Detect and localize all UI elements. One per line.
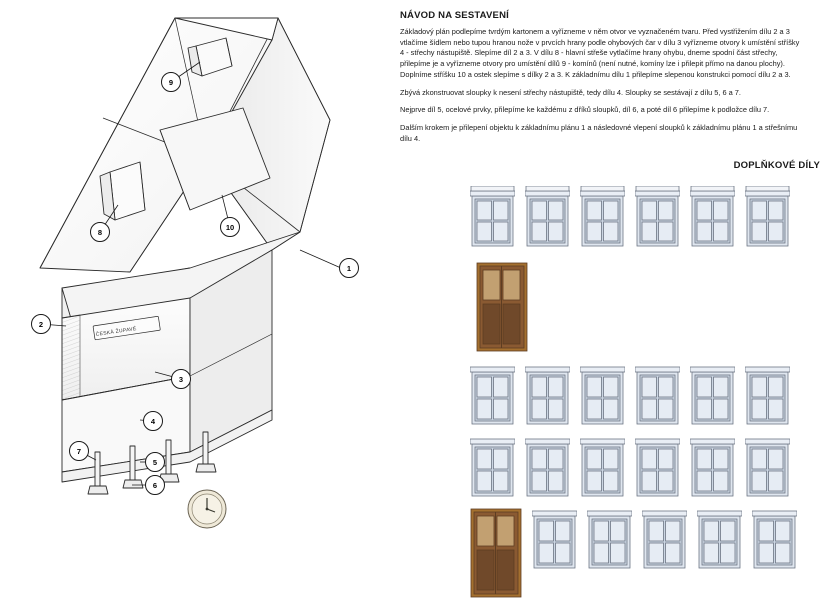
callout-3	[172, 370, 191, 389]
window-part	[745, 364, 790, 426]
svg-text:9: 9	[168, 78, 174, 87]
window-part	[635, 186, 680, 248]
window-part	[745, 436, 790, 498]
window-part	[635, 436, 680, 498]
parts-sheet	[470, 186, 820, 608]
window-part	[642, 508, 687, 570]
window-part	[470, 186, 515, 248]
window-part	[470, 436, 515, 498]
instruction-paragraph-1: Základový plán podlepíme tvrdým kartonem a vyřízneme v něm otvor ve vyznačeném tvaru. Před vystřižením dílu 2 a 3 vtlačíme šídlem nebo tupou hranou nože v prvcích hrany podle ohybových čar v dílu 3 vyřízneme otvory k umístění stříšky 4 - střechy nástupiště. Slepíme díl 2 a 3. V dílu 8 - hlavní střeše vytlačíme hrany ohybu, dneme spodní část střechy, přilepíme je a vyřízneme otvory pro umístění dílů 9 - komínů (není nutné, komíny lze i přilepit přímo na danou plochy). Doplníme stříšku 10 a ostek slepíme s dílky 2 a 3. K základnímu dílu 1 přilepíme slepenou konstrukci pomocí dílu 2 a 3.	[400, 27, 800, 79]
parts-row-3	[470, 364, 820, 426]
window-part	[525, 364, 570, 426]
clock-face-part	[186, 488, 228, 530]
window-part	[525, 186, 570, 248]
window-part	[580, 364, 625, 426]
instruction-paragraph-3: Nejprve díl 5, ocelové prvky, přilepíme ke každému z dříků sloupků, díl 6, a poté díl 6 přilepíme k podložce dílu 7.	[400, 105, 770, 115]
window-part	[470, 364, 515, 426]
parts-row-1	[470, 186, 820, 248]
svg-text:1: 1	[346, 264, 352, 273]
svg-text:5: 5	[152, 458, 158, 467]
callout-9	[162, 73, 181, 92]
callout-10	[221, 218, 240, 237]
window-part	[580, 186, 625, 248]
callout-1	[340, 259, 359, 278]
window-part	[752, 508, 797, 570]
callout-6	[146, 476, 165, 495]
instructions-panel	[400, 10, 816, 152]
window-part	[587, 508, 632, 570]
window-part	[745, 186, 790, 248]
svg-text:8: 8	[97, 228, 103, 237]
callout-2	[32, 315, 51, 334]
door-part	[476, 262, 528, 352]
model-diagram	[0, 0, 400, 568]
svg-text:10: 10	[225, 223, 235, 232]
window-part	[635, 364, 680, 426]
svg-text:3: 3	[178, 375, 184, 384]
parts-row-4	[470, 436, 820, 498]
svg-text:6: 6	[152, 481, 158, 490]
window-part	[690, 436, 735, 498]
callout-4	[144, 412, 163, 431]
callout-5	[146, 453, 165, 472]
window-part	[580, 436, 625, 498]
parts-row-5	[470, 508, 820, 598]
callout-7	[70, 442, 89, 461]
svg-text:4: 4	[150, 417, 156, 426]
door-part	[470, 508, 522, 598]
instructions-title: NÁVOD NA SESTAVENÍ	[400, 10, 509, 21]
callout-8	[91, 223, 110, 242]
window-part	[697, 508, 742, 570]
window-part	[525, 436, 570, 498]
window-part	[690, 186, 735, 248]
svg-text:2: 2	[38, 320, 44, 329]
window-part	[690, 364, 735, 426]
window-part	[532, 508, 577, 570]
parts-row-2	[470, 258, 820, 354]
parts-section-title: DOPLŇKOVÉ DÍLY	[733, 160, 820, 171]
station-sign-text: ČESKÁ ŽUPAVÉ	[95, 325, 138, 338]
instruction-paragraph-2: Zbývá zkonstruovat sloupky k nesení střechy nástupiště, tedy dílu 4. Sloupky se sestávají z dílu 5, 6 a 7.	[400, 87, 741, 97]
instruction-paragraph-4: Dalším krokem je přilepení objektu k základnímu plánu 1 a následovné vlepení sloupků k základnímu plánu 1 a střešnímu dílu 4.	[400, 123, 798, 143]
svg-text:7: 7	[76, 447, 82, 456]
